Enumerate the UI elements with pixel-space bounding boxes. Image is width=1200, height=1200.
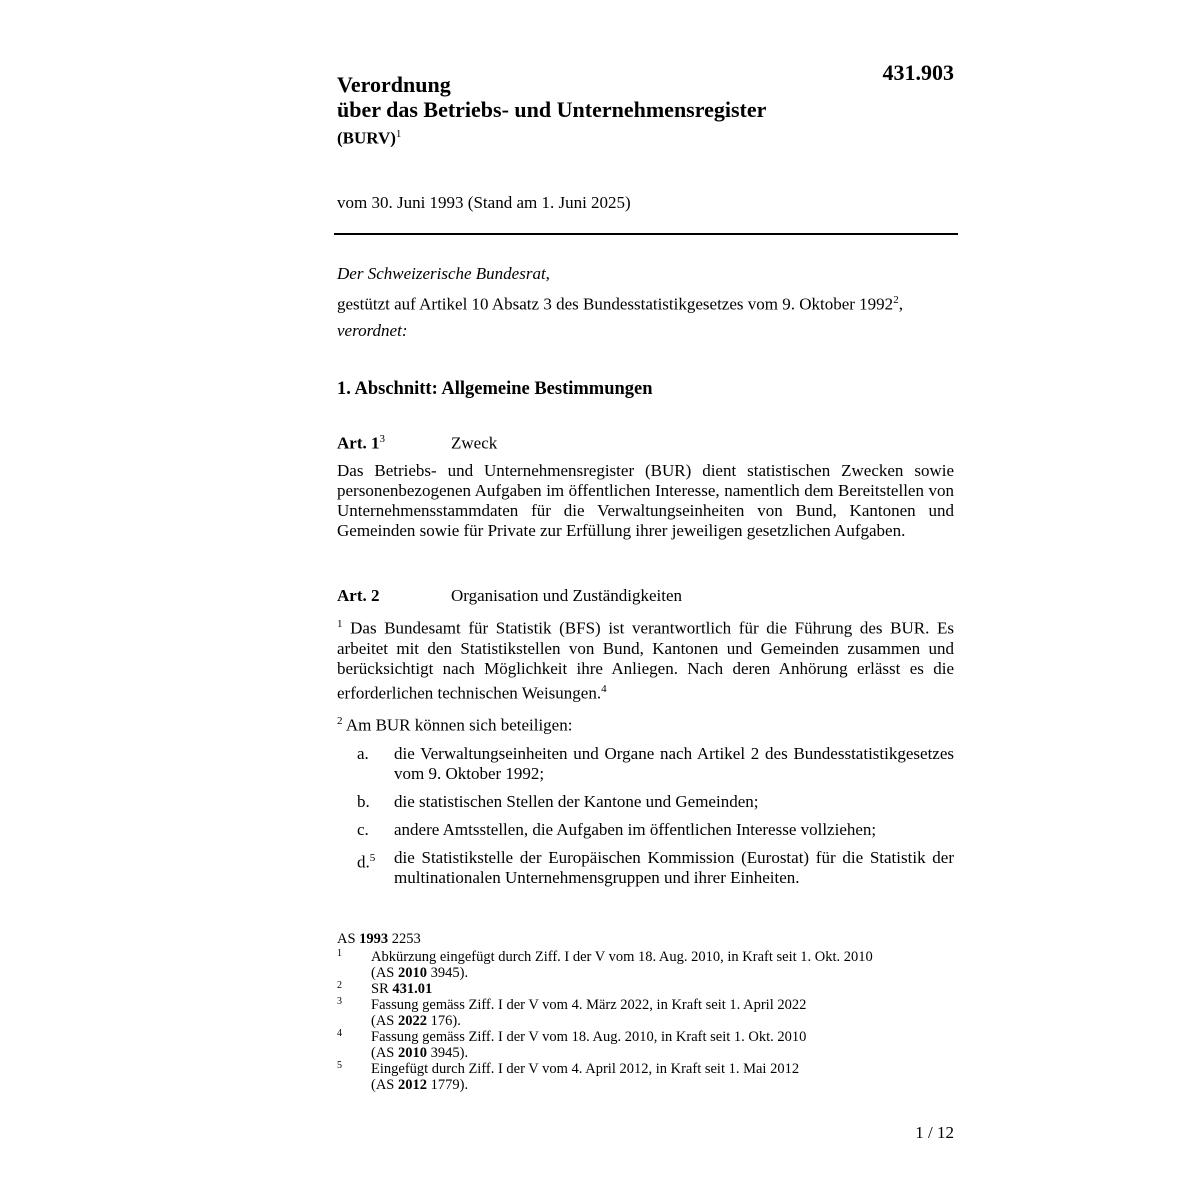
footnote-ref-3[interactable]: 3 <box>379 433 385 445</box>
list-item <box>337 744 954 784</box>
citation-page: 3945). <box>427 965 469 981</box>
document-date: vom 30. Juni 1993 (Stand am 1. Juni 2025) <box>337 193 631 212</box>
footnote-citation <box>371 965 957 981</box>
sr-reference: 431.01 <box>392 981 433 997</box>
citation-prefix: (AS <box>371 1045 398 1061</box>
footnote-1 <box>337 949 957 981</box>
list-item-label: a. <box>357 743 369 763</box>
preamble-basis <box>337 290 954 315</box>
list-item-label: b. <box>357 791 370 811</box>
citation-prefix: (AS <box>371 1077 398 1093</box>
article-2-paragraph-1 <box>337 614 954 703</box>
paragraph-2-text: Am BUR können sich beteiligen: <box>345 715 573 735</box>
document-title <box>337 72 766 151</box>
as-prefix: AS <box>337 931 360 947</box>
footnote-ref-2[interactable]: 2 <box>893 294 899 306</box>
list-item <box>337 820 954 840</box>
list-item-label-text: d. <box>357 852 370 872</box>
footnote-citation <box>371 1045 957 1061</box>
citation-page: 176). <box>427 1013 461 1029</box>
footnote-ref-1[interactable]: 1 <box>395 128 402 140</box>
paragraph-number-1: 1 <box>337 618 343 630</box>
participants-list <box>337 744 954 888</box>
article-1-heading <box>337 429 954 454</box>
title-line-2: über das Betriebs- und Unternehmensregister <box>337 97 767 122</box>
footnote-3 <box>337 997 957 1029</box>
footnotes <box>337 931 957 1093</box>
article-1-text: Das Betriebs- und Unternehmensregister (BUR) dient statistischen Zwecken sowie personenbezogenen Aufgaben im öffentlichen Interesse, namentlich dem Bereitstellen von Unternehmensstammdaten für die Verwaltungseinheiten von Bund, Kantonen und Gemeinden sowie für Private zur Erfüllung ihrer jeweiligen gesetzlichen Aufgaben. <box>337 460 954 540</box>
title-abbreviation <box>337 122 766 151</box>
sr-prefix: SR <box>371 981 393 997</box>
footnote-5 <box>337 1061 957 1093</box>
footnote-text: Fassung gemäss Ziff. I der V vom 18. Aug. 2010, in Kraft seit 1. Okt. 2010 <box>371 1029 807 1045</box>
article-2-paragraph-2 <box>337 711 954 736</box>
citation-page: 1779). <box>427 1077 469 1093</box>
sr-number: 431.903 <box>882 60 954 85</box>
section-title: 1. Abschnitt: Allgemeine Bestimmungen <box>337 379 653 399</box>
citation-prefix: (AS <box>371 1013 398 1029</box>
footnote-text <box>371 981 957 997</box>
page-number: 1 / 12 <box>915 1123 954 1142</box>
footnote-text: Fassung gemäss Ziff. I der V vom 4. März 2022, in Kraft seit 1. April 2022 <box>371 997 807 1013</box>
footnote-2 <box>337 981 957 997</box>
abbreviation-text: (BURV) <box>337 128 396 148</box>
list-item-text: andere Amtsstellen, die Aufgaben im öffentlichen Interesse vollziehen; <box>394 819 877 839</box>
list-item-label <box>357 848 375 873</box>
citation-year: 2022 <box>398 1013 427 1029</box>
footnote-ref-5[interactable]: 5 <box>369 851 376 864</box>
article-1 <box>337 429 954 541</box>
preamble <box>337 264 954 347</box>
footnote-number: 1 <box>337 948 342 959</box>
footnote-number: 3 <box>337 996 342 1007</box>
paragraph-1-text: Das Bundesamt für Statistik (BFS) ist verantwortlich für die Führung des BUR. Es arbeitet mit den Statistikstellen von Bund, Kantonen und Gemeinden zusammen und berücksichtigt nach Möglichkeit ihre Anliegen. Nach deren Anhörung erlässt es die erforderlichen technischen Weisungen. <box>337 618 954 703</box>
footnote-text: Eingefügt durch Ziff. I der V vom 4. April 2012, in Kraft seit 1. Mai 2012 <box>371 1061 800 1077</box>
article-2 <box>337 586 954 896</box>
preamble-decree: verordnet: <box>337 320 408 340</box>
footnote-citation <box>371 1013 957 1029</box>
preamble-authority: Der Schweizerische Bundesrat, <box>337 264 550 283</box>
citation-year: 2010 <box>398 1045 427 1061</box>
citation-year: 2012 <box>398 1077 427 1093</box>
as-page: 2253 <box>388 931 421 947</box>
footnote-ref-4[interactable]: 4 <box>601 682 607 695</box>
header-divider <box>334 233 958 235</box>
title-line-1: Verordnung <box>337 72 451 97</box>
footnote-4 <box>337 1029 957 1061</box>
citation-page: 3945). <box>427 1045 469 1061</box>
footnote-citation <box>371 1077 957 1093</box>
footnote-number: 4 <box>337 1028 342 1039</box>
list-item-label: c. <box>357 819 369 839</box>
as-year: 1993 <box>359 931 389 947</box>
list-item-text: die Verwaltungseinheiten und Organe nach Artikel 2 des Bundesstatistikgesetzes vom 9. Oktober 1992; <box>394 743 954 783</box>
footnote-text: Abkürzung eingefügt durch Ziff. I der V vom 18. Aug. 2010, in Kraft seit 1. Okt. 2010 <box>371 949 873 965</box>
list-item <box>337 792 954 812</box>
footnote-number: 2 <box>337 980 342 991</box>
preamble-basis-end: , <box>898 294 903 314</box>
citation-year: 2010 <box>398 965 427 981</box>
list-item-text: die statistischen Stellen der Kantone und Gemeinden; <box>394 791 759 811</box>
article-1-title: Zweck <box>451 433 498 453</box>
footnote-number: 5 <box>337 1060 342 1071</box>
paragraph-number-2: 2 <box>337 715 343 728</box>
preamble-basis-text: gestützt auf Artikel 10 Absatz 3 des Bundesstatistikgesetzes vom 9. Oktober 1992 <box>337 294 894 314</box>
article-1-number <box>337 429 451 454</box>
citation-prefix: (AS <box>371 965 398 981</box>
list-item <box>337 848 954 888</box>
article-2-number: Art. 2 <box>337 586 380 605</box>
list-item-text: die Statistikstelle der Europäischen Kommission (Eurostat) für die Statistik der multinationalen Unternehmensgruppen und ihrer Einheiten. <box>394 847 954 887</box>
article-2-heading <box>337 586 954 606</box>
as-reference <box>337 931 957 947</box>
article-1-number-text: Art. 1 <box>337 433 380 453</box>
article-2-title: Organisation und Zuständigkeiten <box>451 586 683 605</box>
